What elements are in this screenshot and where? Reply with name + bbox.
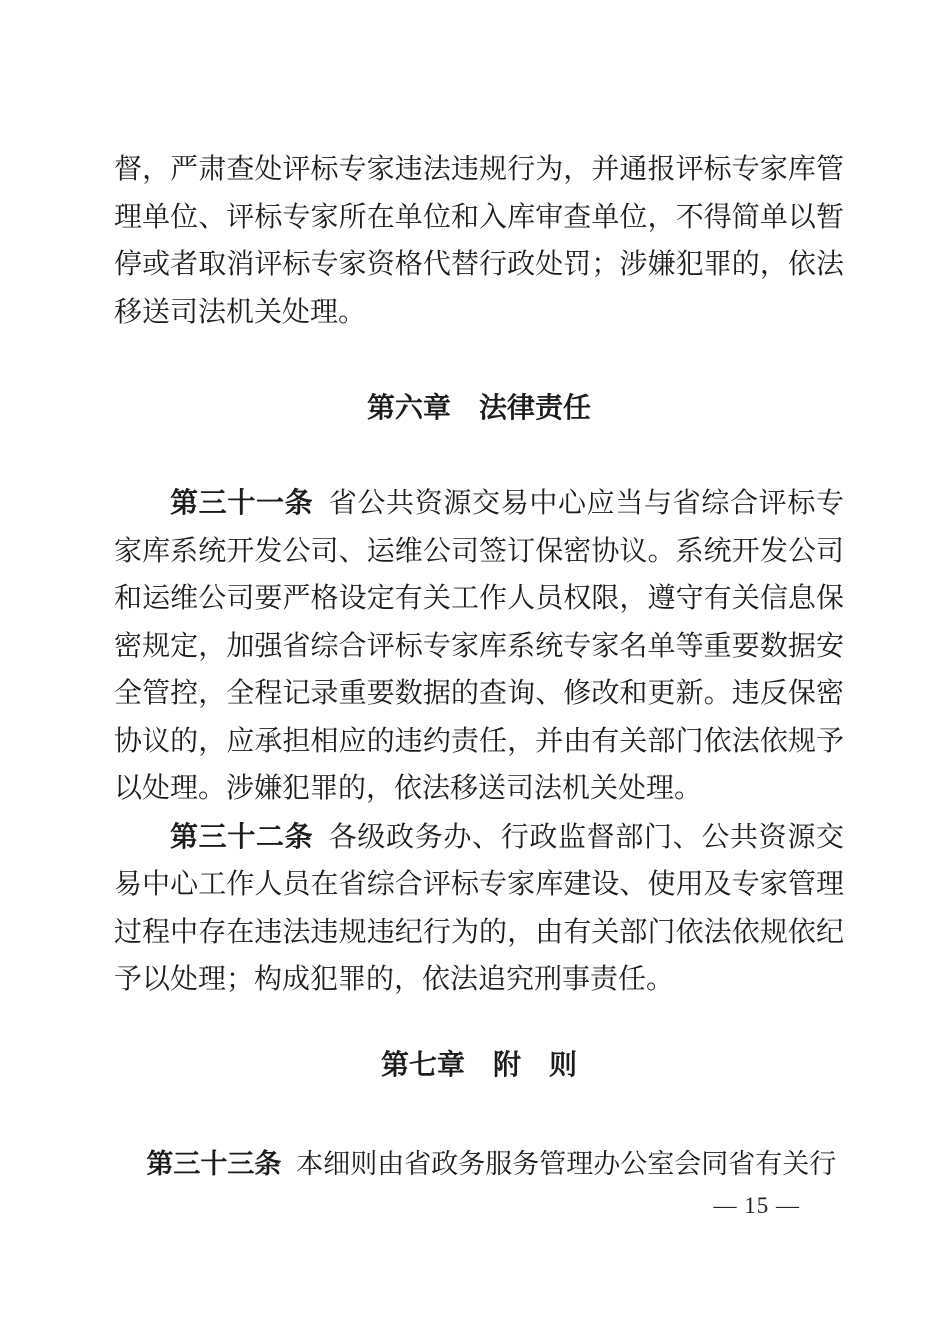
- article-31-number: 第三十一条: [170, 487, 314, 518]
- article-33-number: 第三十三条: [146, 1149, 282, 1179]
- article-33-text: 本细则由省政务服务管理办公室会同省有关行: [296, 1149, 837, 1179]
- chapter-6-heading: 第六章 法律责任: [366, 392, 591, 423]
- article-32-paragraph: [114, 813, 844, 1004]
- article-31-paragraph: [114, 479, 844, 813]
- article-31-text: 省公共资源交易中心应当与省综合评标专家库系统开发公司、运维公司签订保密协议。系统开发公司和运维公司要严格设定有关工作人员权限，遵守有关信息保密规定，加强省综合评标专家库系统专家名单等重要数据安全管控，全程记录重要数据的查询、修改和更新。违反保密协议的，应承担相应的违约责任，并由有关部门依法依规予以处理。涉嫌犯罪的，依法移送司法机关处理。: [114, 488, 844, 804]
- article-33-paragraph: [114, 1141, 844, 1189]
- article-32-text: 各级政务办、行政监督部门、公共资源交易中心工作人员在省综合评标专家库建设、使用及专家管理过程中存在违法违规违纪行为的，由有关部门依法依规依纪予以处理；构成犯罪的，依法追究刑事责任。: [114, 821, 844, 995]
- paragraph-continuation: 督，严肃查处评标专家违法违规行为，并通报评标专家库管理单位、评标专家所在单位和入库审查单位，不得简单以暂停或者取消评标专家资格代替行政处罚；涉嫌犯罪的，依法移送司法机关处理。: [114, 154, 844, 328]
- chapter-7-heading: 第七章 附 则: [380, 1048, 577, 1080]
- article-32-number: 第三十二条: [170, 820, 314, 852]
- page-number: — 15 —: [713, 1193, 800, 1218]
